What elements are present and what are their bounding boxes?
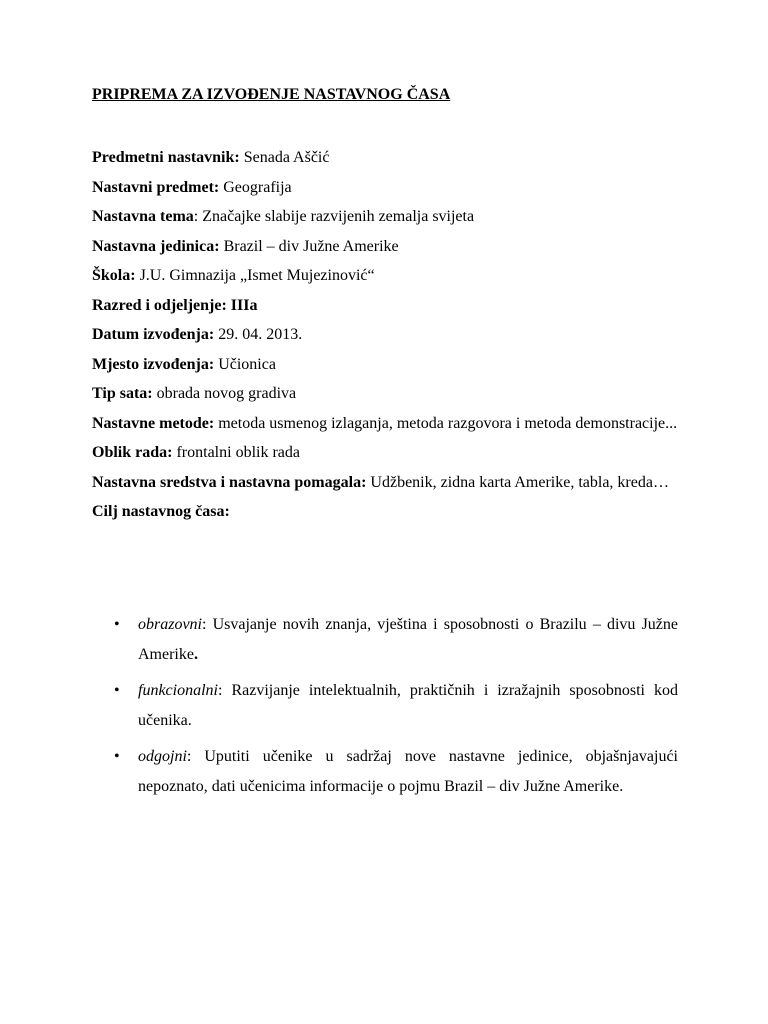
field-label: Škola: xyxy=(92,267,136,284)
bullet-icon: • xyxy=(114,748,120,765)
field-subject xyxy=(92,173,678,203)
goal-separator: : xyxy=(186,748,192,765)
field-label: Nastavna jedinica: xyxy=(92,237,220,255)
goal-item-functional xyxy=(92,676,678,736)
field-label: Oblik rada: xyxy=(92,444,173,461)
field-label: Cilj nastavnog časa: xyxy=(92,503,230,520)
bullet-icon: • xyxy=(114,682,120,699)
field-methods xyxy=(92,409,678,439)
goal-item-educational xyxy=(92,610,678,670)
bullet-icon: • xyxy=(114,616,120,633)
goal-text: Razvijanje intelektualnih, praktičnih i izražajnih sposobnosti kod učenika xyxy=(138,682,678,729)
field-topic xyxy=(92,202,678,232)
field-date xyxy=(92,320,678,350)
field-label: Razred i odjeljenje: IIIa xyxy=(92,296,258,314)
document-title: PRIPREMA ZA IZVOĐENJE NASTAVNOG ČASA xyxy=(92,86,451,103)
lesson-info-fields xyxy=(92,143,678,527)
field-school xyxy=(92,261,678,291)
field-value: Brazil – div Južne Amerike xyxy=(219,237,399,255)
field-place xyxy=(92,350,678,380)
goal-term: obrazovni xyxy=(138,616,202,633)
field-label: Nastavna sredstva i nastavna pomagala: xyxy=(92,473,367,491)
field-teaching-aids xyxy=(92,468,678,498)
field-label: Nastavne metode: xyxy=(92,414,215,432)
field-lesson-type xyxy=(92,379,678,409)
field-value: Udžbenik, zidna karta Amerike, tabla, kreda… xyxy=(366,473,669,491)
field-class xyxy=(92,291,678,321)
goal-end: . xyxy=(187,712,192,729)
goal-item-upbringing xyxy=(92,742,678,802)
field-value: : Značajke slabije razvijenih zemalja svijeta xyxy=(193,208,475,225)
field-label: Tip sata: xyxy=(92,385,153,402)
goal-end: . xyxy=(619,778,624,795)
field-value: metoda usmenog izlaganja, metoda razgovora i metoda demonstracije... xyxy=(214,414,678,432)
goal-end: . xyxy=(193,646,198,663)
field-label: Predmetni nastavnik: xyxy=(92,149,240,166)
field-label: Datum izvođenja: xyxy=(92,326,215,343)
goal-text: Uputiti učenike u sadržaj nove nastavne jedinice, objašnjavajući nepoznato, dati učenicima informacije o pojmu Brazil – div Južne Amerike xyxy=(138,748,678,795)
field-teacher xyxy=(92,143,678,173)
field-value: Geografija xyxy=(219,178,292,196)
field-value: frontalni oblik rada xyxy=(172,444,300,461)
field-work-form xyxy=(92,438,678,468)
goal-list xyxy=(92,610,678,808)
field-label: Mjesto izvođenja: xyxy=(92,355,215,373)
field-value: Učionica xyxy=(214,355,276,373)
field-unit xyxy=(92,232,678,262)
field-label: Nastavni predmet: xyxy=(92,178,220,196)
field-value: obrada novog gradiva xyxy=(152,385,297,402)
goal-text: Usvajanje novih znanja, vještina i sposobnosti o Brazilu – divu Južne Amerike xyxy=(138,616,678,663)
goal-separator: : xyxy=(202,616,207,633)
goal-term: odgojni xyxy=(138,748,187,765)
field-value: J.U. Gimnazija „Ismet Mujezinović“ xyxy=(135,267,375,284)
goal-term: funkcionalni xyxy=(138,682,218,699)
field-value: Senada Aščić xyxy=(239,149,330,166)
goal-separator: : xyxy=(217,682,223,699)
field-lesson-goal xyxy=(92,497,678,527)
field-value: 29. 04. 2013. xyxy=(214,326,303,343)
field-label: Nastavna tema xyxy=(92,208,194,225)
